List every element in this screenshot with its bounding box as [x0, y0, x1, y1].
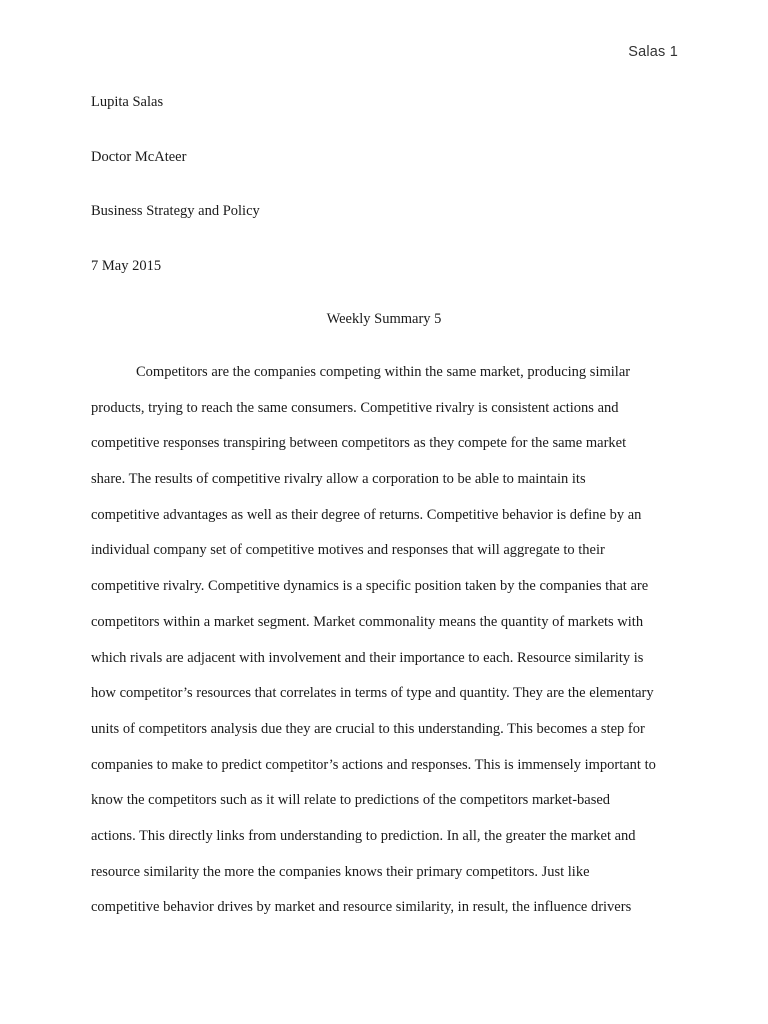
- running-head: Salas 1: [628, 44, 678, 60]
- body-text: [91, 362, 677, 933]
- author-name: Lupita Salas: [91, 94, 164, 110]
- course-name: Business Strategy and Policy: [91, 203, 260, 219]
- body-line: products, trying to reach the same consumers. Competitive rivalry is consistent actions and: [91, 399, 619, 416]
- body-line: individual company set of competitive motives and responses that will aggregate to their: [91, 542, 605, 559]
- mla-heading: [91, 92, 681, 310]
- body-line: which rivals are adjacent with involvement and their importance to each. Resource similarity is: [91, 649, 644, 666]
- body-line: share. The results of competitive rivalry allow a corporation to be able to maintain its: [91, 471, 586, 488]
- body-line: competitive advantages as well as their degree of returns. Competitive behavior is define by an: [91, 506, 642, 523]
- body-line: competitive behavior drives by market and resource similarity, in result, the influence drivers: [91, 899, 632, 916]
- body-line: resource similarity the more the companies knows their primary competitors. Just like: [91, 863, 590, 880]
- submission-date: 7 May 2015: [91, 257, 162, 274]
- body-line: how competitor’s resources that correlates in terms of type and quantity. They are the elementary: [91, 685, 654, 702]
- body-line: know the competitors such as it will relate to predictions of the competitors market-based: [91, 792, 611, 809]
- body-line: Competitors are the companies competing within the same market, producing similar: [136, 364, 631, 380]
- document-title: Weekly Summary 5: [326, 311, 442, 327]
- body-line: competitors within a market segment. Market commonality means the quantity of markets with: [91, 613, 644, 630]
- body-line: competitive rivalry. Competitive dynamics is a specific position taken by the companies that are: [91, 578, 649, 595]
- body-line: units of competitors analysis due they are crucial to this understanding. This becomes a step for: [91, 720, 645, 737]
- body-line: companies to make to predict competitor’s actions and responses. This is immensely important to: [91, 756, 656, 773]
- body-line: competitive responses transpiring between competitors as they compete for the same market: [91, 435, 627, 452]
- instructor-name: Doctor McAteer: [91, 148, 187, 165]
- body-line: actions. This directly links from understanding to prediction. In all, the greater the market and: [91, 827, 636, 844]
